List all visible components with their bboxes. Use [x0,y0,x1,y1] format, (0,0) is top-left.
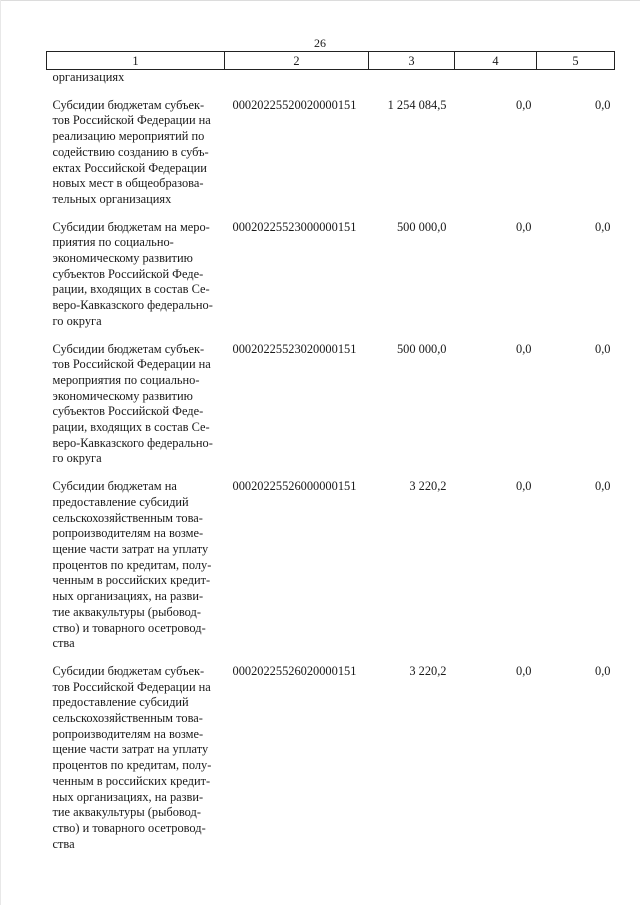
row-name-line: тов Российской Федерации на [52,113,211,128]
table-row [47,92,615,214]
row-amount-col3: 3 220,2 [409,663,447,678]
row-name [47,658,225,858]
row-name-line: экономическому развитию [52,388,193,403]
row-name-line: Субсидии бюджетам субъек- [52,97,205,112]
scan-edge-top [0,0,640,1]
scan-edge-left [0,0,1,905]
row-amount-col3: 1 254 084,5 [387,97,447,112]
table-row [47,473,615,658]
column-header-5: 5 [537,52,615,70]
row-name-line: Субсидии бюджетам субъек- [52,663,205,678]
row-amount-col3: 500 000,0 [396,341,447,356]
row-name-line: щение части затрат на уплату [52,541,209,556]
row-name-line: Субсидии бюджетам на [52,479,177,494]
row-amount-col5: 0,0 [595,219,611,234]
row-name-line: сельскохозяйственным това- [52,510,203,525]
row-amount-col4: 0,0 [516,341,532,356]
row-amount-col4: 0,0 [516,479,532,494]
row-name-line: ства [52,836,75,851]
row-amount-col3: 500 000,0 [396,219,447,234]
row-name-line: ных организациях, на разви- [52,589,204,604]
row-amount-col5: 0,0 [595,341,611,356]
row-name-line: тие аквакультуры (рыбовод- [52,604,201,619]
row-name-line: предоставление субсидий [52,494,189,509]
row-amount-col3: 3 220,2 [409,479,447,494]
row-name-line: ектах Российской Федерации [52,160,207,175]
row-amount-col5: 0,0 [595,663,611,678]
row-code: 00020225526000000151 [232,479,357,494]
row-name-line: веро-Кавказского федерально- [52,298,213,313]
row-name-line: Субсидии бюджетам на меро- [52,219,210,234]
column-header-2: 2 [225,52,369,70]
row-name-line: ства [52,636,75,651]
column-header-4: 4 [455,52,537,70]
continued-text: организациях [52,70,125,84]
continued-row [47,70,615,92]
row-amount-col4: 0,0 [516,97,532,112]
row-name-line: предоставление субсидий [52,695,189,710]
row-name-line: го округа [52,313,102,328]
table-row [47,658,615,858]
row-name-line: рации, входящих в состав Се- [52,420,210,435]
row-name [47,214,225,336]
row-name-line: ропроизводителям на возме- [52,526,204,541]
row-name-line: ство) и товарного осетровод- [52,620,206,635]
row-name-line: щение части затрат на уплату [52,742,209,757]
row-name-line: ных организациях, на разви- [52,789,204,804]
page-number: 26 [314,36,326,50]
table-header-row [47,52,615,70]
row-amount-col5: 0,0 [595,97,611,112]
row-name-line: тие аквакультуры (рыбовод- [52,805,201,820]
table-row [47,336,615,474]
row-code: 00020225520020000151 [232,97,357,112]
row-name-line: тов Российской Федерации на [52,679,211,694]
row-name-line: сельскохозяйственным това- [52,711,203,726]
row-name-line: тов Российской Федерации на [52,357,211,372]
row-name-line: процентов по кредитам, полу- [52,758,212,773]
row-name-line: новых мест в общеобразова- [52,176,204,191]
row-name-line: ство) и товарного осетровод- [52,820,206,835]
row-amount-col4: 0,0 [516,663,532,678]
row-name-line: субъектов Российской Феде- [52,266,204,281]
column-header-1: 1 [47,52,225,70]
row-name-line: содействию созданию в субъ- [52,144,209,159]
row-code: 00020225523000000151 [232,219,357,234]
row-name-line: субъектов Российской Феде- [52,404,204,419]
budget-table [46,51,615,858]
row-name-line: ропроизводителям на возме- [52,726,204,741]
row-name-line: мероприятия по социально- [52,372,200,387]
row-name-line: реализацию мероприятий по [52,129,205,144]
row-amount-col5: 0,0 [595,479,611,494]
row-name-line: го округа [52,451,102,466]
row-name-line: веро-Кавказского федерально- [52,435,213,450]
row-name-line: ченным в российских кредит- [52,773,211,788]
row-code: 00020225523020000151 [232,341,357,356]
row-name-line: процентов по кредитам, полу- [52,557,212,572]
row-name [47,92,225,214]
row-name-line: Субсидии бюджетам субъек- [52,341,205,356]
row-name [47,473,225,658]
row-name [47,336,225,474]
table-row [47,214,615,336]
row-amount-col4: 0,0 [516,219,532,234]
row-name-line: ченным в российских кредит- [52,573,211,588]
row-name-line: тельных организациях [52,191,172,206]
row-name-line: рации, входящих в состав Се- [52,282,210,297]
row-code: 00020225526020000151 [232,663,357,678]
row-name-line: приятия по социально- [52,235,174,250]
column-header-3: 3 [369,52,455,70]
row-name-line: экономическому развитию [52,251,193,266]
